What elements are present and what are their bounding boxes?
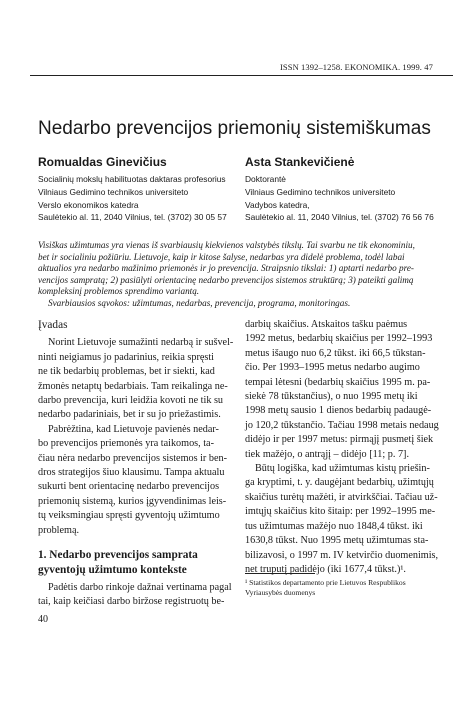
text-line: didėjo ir per 1997 metus: pirmąjį pusmetį šiek (245, 434, 434, 446)
author-affiliation-line: Socialinių mokslų habilituotas daktaras profesorius (38, 174, 226, 184)
author-affiliation-line: Vilniaus Gedimino technikos universiteto (245, 186, 396, 197)
text-line: skaičius turėtų mažėti, ir atvirkščiai. Tačiau už- (245, 491, 438, 503)
text-line: jo 120,2 tūkstančio. Tačiau 1998 metais nedaug (245, 419, 439, 431)
heading-line: gyventojų užimtumo kontekste (38, 563, 187, 576)
footnote-rule (245, 573, 315, 574)
text-line: metus išaugo nuo 6,2 tūkst. iki 66,5 tūkstan- (245, 347, 426, 359)
text-line: ne tik bedarbių problemas, bet ir siekti, kad (38, 366, 215, 378)
abstract-line: Visiškas užimtumas yra vienas iš svarbiausių kiekvienos valstybės tikslų. Tai svarbu ne tik ekonominiu, (38, 240, 415, 250)
text-line: ga kryptimi, t. y. daugėjant bedarbių, užimtųjų (245, 477, 434, 489)
text-line: tempai lėtesni (bedarbių skaičius 1995 m. pa- (245, 376, 431, 388)
author-block-1 (38, 155, 243, 224)
text-line: tus užimtumas mažėjo nuo 1848,4 tūkst. iki (245, 520, 423, 532)
author-affiliation-line: Vilniaus Gedimino technikos universiteto (38, 186, 189, 197)
header-rule (30, 75, 453, 76)
keywords-line: Svarbiausios sąvokos: užimtumas, nedarbas, prevencija, programa, monitoringas. (48, 297, 351, 308)
text-line: 1630,8 tūkst. Nuo 1995 metų užimtumas sta- (245, 535, 429, 547)
author-name: Asta Stankevičienė (245, 155, 355, 169)
text-line: priemonių sistemą, kurios įgyvendinimas leis- (38, 495, 227, 507)
abstract-line: kompleksinį problemos sprendimo variantą. (38, 286, 200, 297)
abstract-line: vencijos sampratą; 2) pasiūlyti orientacinę nedarbo prevencijos sistemos struktūrą; 3) pateikti galimą (38, 274, 414, 285)
text-line: čiau nėra nedarbo prevencijos sistemos ir ben- (38, 452, 227, 464)
text-line: nedarbo padariniais, bet ir su jo priežastimis. (38, 409, 221, 421)
text-line: 1998 metų sausio 1 dienos bedarbių padaugė- (245, 405, 432, 417)
footnote-line: ¹ Statistikos departamento prie Lietuvos Respublikos (245, 578, 406, 587)
text-line: problemą. (38, 524, 80, 536)
text-line: bilizavosi, o 1997 m. IV ketvirčio duomenimis, (245, 549, 439, 561)
author-affiliation-line: Saulėtekio al. 11, 2040 Vilnius, tel. (3702) 76 56 76 (245, 212, 434, 223)
text-line: sukurti bent orientacinę nedarbo prevencijos (38, 481, 220, 493)
text-line: dros strategijos šiuo klausimu. Tampa aktualu (38, 467, 225, 479)
text-line: imtųjų skaičius kito šitaip: per 1992–1995 me- (245, 506, 436, 518)
intro-paragraph-2 (38, 423, 228, 538)
journal-header (280, 62, 452, 72)
abstract-line: bet ir socialiniu požiūriu. Lietuvoje, kaip ir kitose šalyse, nedarbas yra didelė problema, todėl labai (38, 251, 405, 262)
intro-paragraph-1 (38, 336, 234, 422)
author-affiliation-line: Doktorantė (245, 174, 286, 184)
text-line: ninti neigiamus jo padarinius, reikia spręsti (38, 351, 214, 363)
text-line: čio. Per 1993–1995 metus nedarbo augimo (245, 362, 420, 374)
footnote-line: Vyriausybės duomenys (245, 588, 316, 597)
text-line: tai, kaip keičiasi darbo biržose registruotų be- (38, 596, 225, 608)
text-line: tiek mažėjo, o antrąjį – didėjo [11; p. 7]. (245, 448, 409, 460)
text-line: darbo prevencija, kuri leidžia kovoti ne tik su (38, 395, 224, 407)
right-column (245, 318, 457, 577)
article-title: Nedarbo prevencijos priemonių sistemiškumas (38, 118, 431, 139)
abstract-line: aktualios yra nedarbo mažinimo priemonės ir jo prevencija. Straipsnio tikslai: 1) aptarti nedarbo pre- (38, 263, 414, 274)
text-line: siekė 78 tūkstančius), o nuo 1995 metų iki (245, 391, 418, 403)
text-line: Pabrėžtina, kad Lietuvoje pavienės nedar- (48, 423, 219, 435)
page-number: 40 (38, 614, 48, 625)
section-1-paragraph (38, 581, 232, 610)
body-paragraph-2 (245, 462, 457, 577)
text-line: Norint Lietuvoje sumažinti nedarbą ir sušvel- (48, 337, 234, 349)
footnote (245, 578, 457, 598)
author-block-2 (245, 155, 455, 224)
author-affiliation-line: Vadybos katedra, (245, 199, 310, 210)
text-line: Padėtis darbo rinkoje dažnai vertinama pagal (48, 581, 232, 593)
journal-line: ISSN 1392–1258. EKONOMIKA. 1999. 47 (280, 62, 433, 72)
author-affiliation-line: Verslo ekonomikos katedra (38, 199, 139, 210)
author-affiliation-line: Saulėtekio al. 11, 2040 Vilnius, tel. (3702) 30 05 57 (38, 212, 227, 223)
section-1-heading (38, 548, 228, 577)
text-line: Būtų logiška, kad užimtumas kistų priešin- (255, 463, 430, 475)
text-line: darbių skaičius. Atskaitos tašku paėmus (245, 319, 408, 330)
text-line: bo prevencijos priemonės yra taikomos, ta- (38, 438, 214, 450)
author-name: Romualdas Ginevičius (38, 155, 167, 169)
text-line: 1992 metus, bedarbių skaičius per 1992–1993 (245, 333, 433, 345)
text-line: žmonės netaptų bedarbiais. Tam reikalinga ne- (38, 380, 228, 392)
heading-line: 1. Nedarbo prevencijos samprata (38, 549, 198, 562)
intro-heading: Įvadas (38, 319, 68, 331)
text-line: net truputį padidėjo (iki 1677,4 tūkst.)¹. (245, 563, 406, 575)
text-line: tų veiksmingiau spręsti gyventojų užimtumo (38, 510, 220, 522)
abstract (38, 240, 456, 310)
body-paragraph-continued (245, 318, 457, 462)
left-column (38, 318, 234, 610)
